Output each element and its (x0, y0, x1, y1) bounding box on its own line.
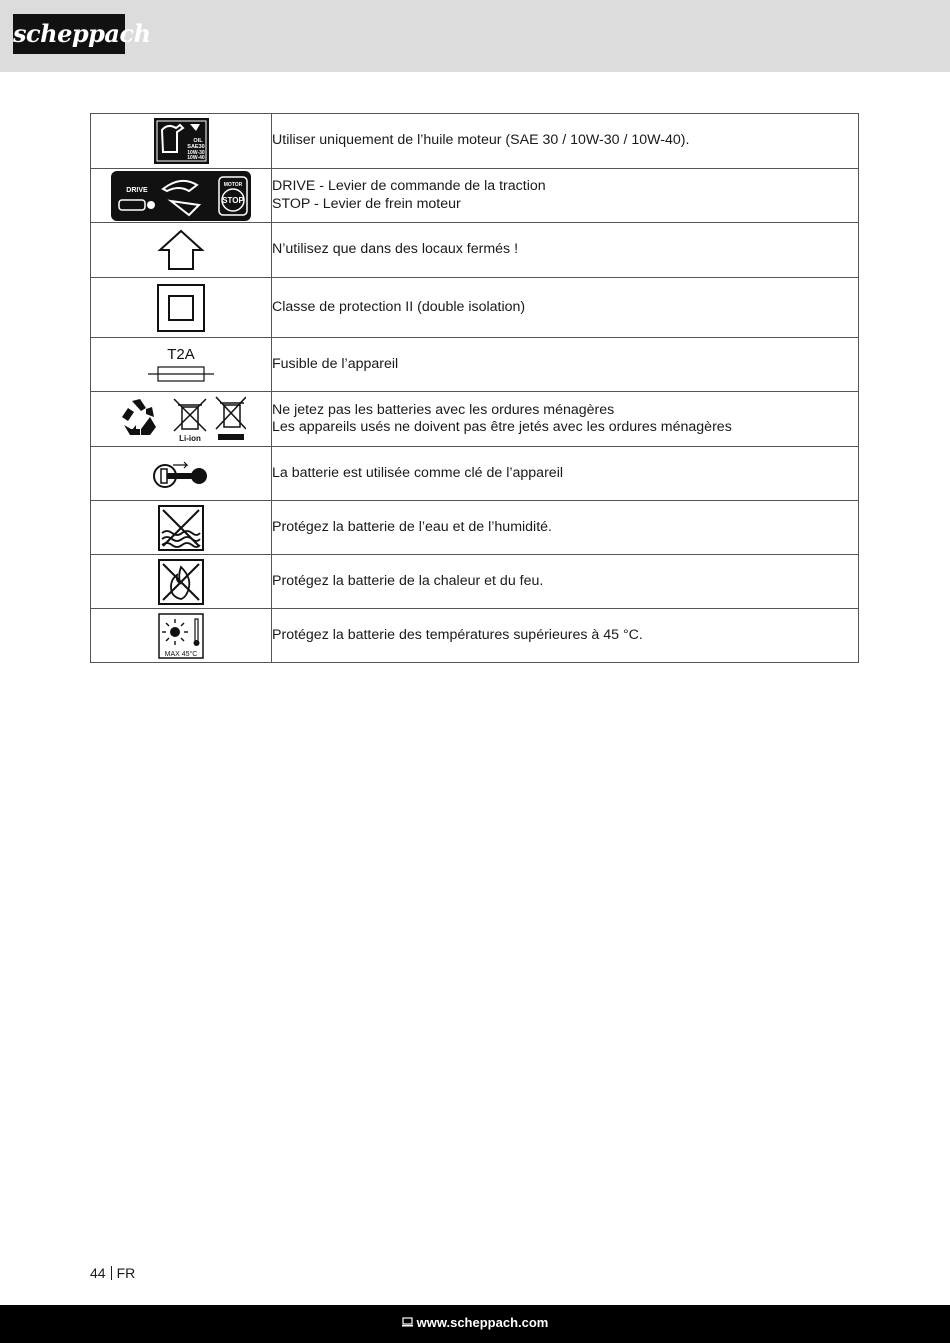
table-row (91, 169, 859, 223)
table-row (91, 278, 859, 338)
fuse-icon (146, 343, 216, 387)
description-line: STOP - Levier de frein moteur (272, 195, 461, 212)
description-cell (272, 338, 859, 392)
table-row (91, 114, 859, 169)
description-line: Utiliser uniquement de l’huile moteur (SAE 30 / 10W-30 / 10W-40). (272, 132, 690, 149)
svg-text:MOTOR: MOTOR (223, 181, 243, 188)
description-line: Les appareils usés ne doivent pas être jetés avec les ordures ménagères (272, 419, 732, 435)
description-line: Protégez la batterie de la chaleur et du feu. (272, 572, 544, 589)
description-cell (272, 501, 859, 555)
max-temperature-icon (158, 613, 204, 659)
svg-text:OIL: OIL (192, 138, 203, 144)
description-cell (272, 555, 859, 609)
symbol-cell (91, 338, 272, 392)
description-line: Protégez la batterie des températures supérieures à 45 °C. (272, 626, 643, 643)
svg-text:STOP: STOP (222, 195, 244, 205)
symbol-cell (91, 114, 272, 169)
symbol-cell (91, 169, 272, 223)
footer-url (0, 1315, 950, 1330)
description-cell (272, 169, 859, 223)
table-row (91, 555, 859, 609)
drive-stop-lever-icon (111, 171, 251, 221)
svg-text:10W-30: 10W-30 (186, 150, 205, 156)
page-number (90, 1265, 135, 1281)
symbol-cell (91, 392, 272, 447)
description-cell (272, 114, 859, 169)
language-code: FR (116, 1265, 136, 1281)
description-cell (272, 278, 859, 338)
description-line: Ne jetez pas les batteries avec les ordures ménagères (272, 401, 615, 418)
svg-text:SAE30: SAE30 (186, 144, 205, 150)
brand-logo: scheppach (13, 14, 125, 54)
header-band (0, 0, 950, 72)
page-number-value: 44 (90, 1265, 106, 1281)
battery-key-icon (151, 459, 211, 489)
description-line: Classe de protection II (double isolation) (272, 298, 526, 315)
oil-can-icon (154, 118, 209, 164)
svg-text:MAX 45°C: MAX 45°C (164, 650, 198, 658)
symbol-cell (91, 609, 272, 663)
svg-text:Li-ion: Li-ion (179, 434, 201, 443)
symbol-cell (91, 501, 272, 555)
description-line: DRIVE - Levier de commande de la traction (272, 178, 546, 194)
description-line: Protégez la batterie de l’eau et de l’humidité. (272, 518, 552, 535)
page-separator (111, 1266, 112, 1280)
table-row (91, 609, 859, 663)
description-line: La batterie est utilisée comme clé de l’appareil (272, 464, 563, 481)
svg-text:DRIVE: DRIVE (126, 186, 148, 194)
symbol-cell (91, 555, 272, 609)
computer-icon (402, 1317, 413, 1327)
house-indoor-icon (157, 228, 205, 272)
website-link[interactable]: www.scheppach.com (416, 1315, 549, 1330)
svg-text:T2A: T2A (167, 345, 195, 363)
table-row (91, 338, 859, 392)
symbol-cell (91, 223, 272, 278)
description-cell (272, 223, 859, 278)
no-water-icon (158, 505, 204, 551)
no-fire-icon (158, 559, 204, 605)
symbol-cell (91, 447, 272, 501)
description-line: N’utilisez que dans des locaux fermés ! (272, 241, 519, 258)
table-row (91, 392, 859, 447)
description-cell (272, 447, 859, 501)
description-cell (272, 609, 859, 663)
symbol-cell (91, 278, 272, 338)
svg-text:10W-40: 10W-40 (186, 155, 205, 161)
description-line: Fusible de l’appareil (272, 355, 399, 372)
symbols-table (90, 113, 859, 663)
table-row (91, 447, 859, 501)
table-row (91, 501, 859, 555)
description-cell (272, 392, 859, 447)
recycle-bin-crossed-icon (116, 395, 246, 443)
double-insulation-icon (156, 283, 206, 333)
table-row (91, 223, 859, 278)
